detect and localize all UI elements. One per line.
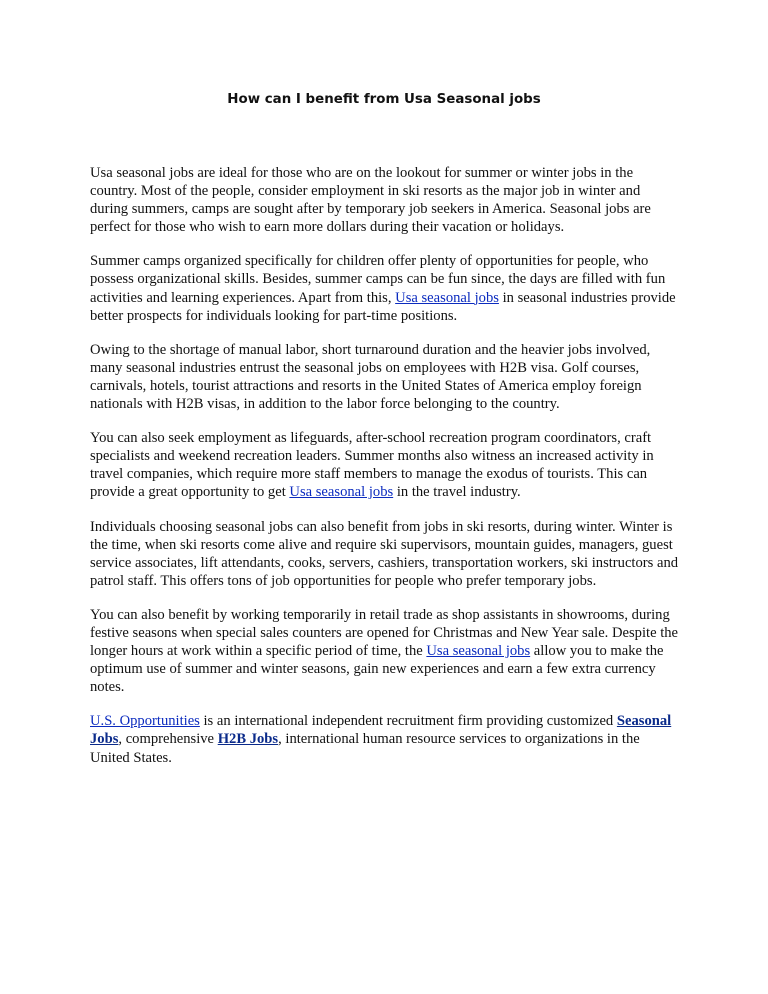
paragraph-4-text-before: You can also seek employment as lifeguards, after-school recreation program coordinators, craft specialists and weekend recreation leaders. Summer months also witness an increased activity in travel companies, which require more staff members to manage the exodus of tourists. This can provide a great opportunity to get (90, 430, 654, 501)
seasonal-jobs-link[interactable]: Seasonal Jobs (90, 713, 672, 748)
paragraph-2-text-before: Summer camps organized specifically for children offer plenty of opportunities for people, who possess organizational skills. Besides, summer camps can be fun since, the days are filled with fun activities and learning experiences. Apart from this, (90, 253, 666, 306)
paragraph-7-text-2: , comprehensive (118, 731, 218, 748)
us-opportunities-link[interactable]: U.S. Opportunities (90, 713, 200, 730)
paragraph-7-text-1: is an international independent recruitment firm providing customized (199, 713, 617, 730)
paragraph-6 (90, 606, 680, 696)
usa-seasonal-jobs-link[interactable]: Usa seasonal jobs (289, 484, 394, 501)
paragraph-7 (90, 712, 680, 766)
paragraph-7-text-3: , international human resource services to organizations in the United States. (90, 731, 640, 766)
paragraph-2 (90, 252, 680, 324)
page-title: How can I benefit from Usa Seasonal jobs (227, 92, 541, 107)
usa-seasonal-jobs-link[interactable]: Usa seasonal jobs (426, 643, 531, 660)
usa-seasonal-jobs-link[interactable]: Usa seasonal jobs (395, 289, 499, 306)
paragraph-6-text-before: You can also benefit by working temporarily in retail trade as shop assistants in showrooms, during festive seasons when special sales counters are opened for Christmas and New Year sale. Despite the longer hours at work within a specific period of time, the (90, 606, 679, 660)
paragraph-3: Owing to the shortage of manual labor, short turnaround duration and the heavier jobs involved, many seasonal industries entrust the seasonal jobs on employees with H2B visa. Golf courses, carnivals, hotels, tourist attractions and resorts in the United States of America employ foreign nationals with H2B visas, in addition to the labor force belonging to the country. (90, 341, 651, 413)
paragraph-4 (90, 429, 680, 501)
paragraph-2-text-after: in seasonal industries provide better prospects for individuals looking for part-time positions. (90, 289, 676, 324)
paragraph-6-text-after: allow you to make the optimum use of summer and winter seasons, gain new experiences and earn a few extra currency notes. (90, 643, 664, 696)
paragraph-1: Usa seasonal jobs are ideal for those who are on the lookout for summer or winter jobs in the country. Most of the people, consider employment in ski resorts as the major job in winter and during summers, camps are sought after by temporary job seekers in America. Seasonal jobs are perfect for those who wish to earn more dollars during their vacation or holidays. (90, 165, 651, 236)
document-body (90, 164, 680, 783)
h2b-jobs-link[interactable]: H2B Jobs (217, 731, 279, 748)
paragraph-4-text-after: in the travel industry. (393, 484, 521, 501)
paragraph-5: Individuals choosing seasonal jobs can also benefit from jobs in ski resorts, during winter. Winter is the time, when ski resorts come alive and require ski supervisors, mountain guides, managers, guest service associates, lift attendants, cooks, servers, cashiers, transportation workers, ski instructors and patrol staff. This offers tons of job opportunities for people who prefer temporary jobs. (90, 518, 679, 589)
